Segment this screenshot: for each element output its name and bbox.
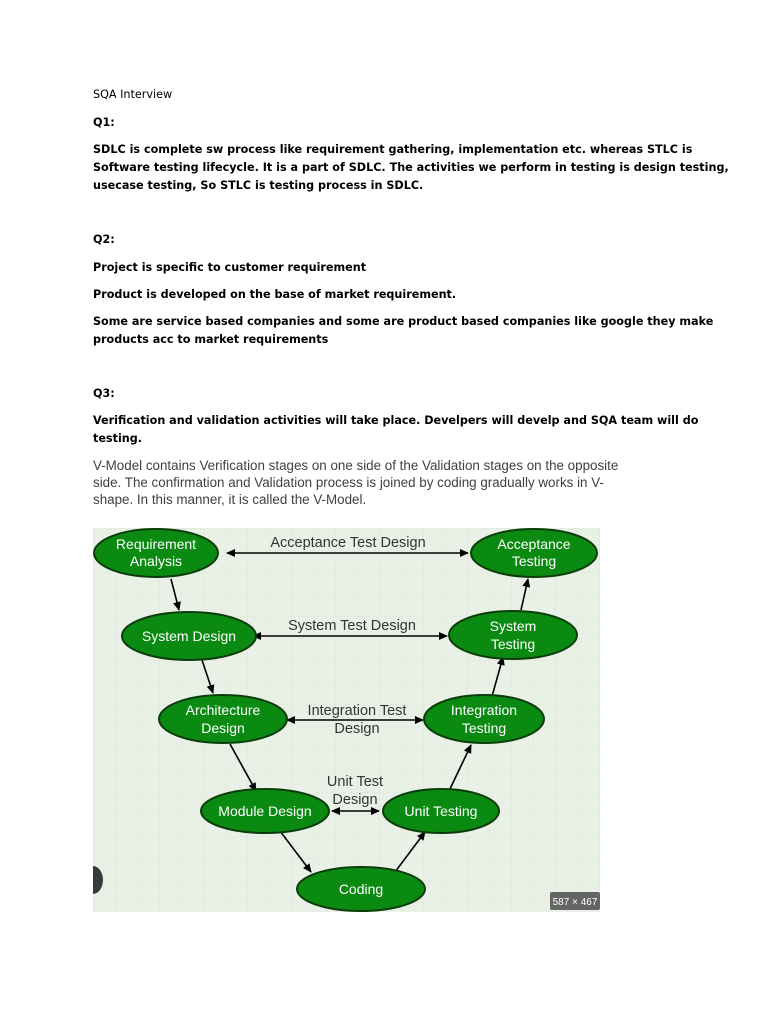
node-system-testing: [449, 611, 577, 659]
node-architecture-design-line-2: Design: [201, 720, 245, 736]
node-requirement-analysis-line-1: Requirement: [115, 536, 197, 552]
node-unit-testing-label: Unit Testing: [404, 803, 478, 819]
node-module-design: [201, 789, 329, 833]
v-model-diagram: [93, 528, 619, 912]
link-label-unit-test-design-line-2: Design: [332, 792, 378, 808]
link-label-unit-test-design-line-1: Unit Test: [326, 774, 384, 790]
node-module-design-label: Module Design: [218, 803, 312, 819]
node-architecture-design-line-1: Architecture: [185, 702, 261, 718]
link-label-system-test-design: System Test Design: [288, 618, 416, 634]
node-system-design-label: System Design: [141, 628, 237, 644]
q1-label: Q1:: [93, 116, 115, 129]
q1-line-2: Software testing lifecycle. It is a part of SDLC. The activities we perform in testing is design testing,: [93, 161, 729, 174]
q1-line-3: usecase testing, So STLC is testing process in SDLC.: [93, 179, 424, 192]
node-unit-testing: [383, 789, 499, 833]
node-acceptance-testing-line-2: Testing: [511, 553, 557, 569]
node-integration-testing-line-2: Testing: [461, 720, 507, 736]
q3-paragraph-1-line-1: Verification and validation activities will take place. Develpers will develp and SQA team will do: [93, 414, 699, 427]
node-system-testing-line-1: System: [489, 618, 537, 634]
image-size-badge: [550, 892, 600, 910]
q3-label: Q3:: [93, 387, 115, 400]
diagram-right-margin: [600, 528, 619, 912]
node-requirement-analysis-line-2: Analysis: [129, 553, 183, 569]
image-size-badge-text: 587 × 467: [552, 897, 598, 908]
link-label-acceptance-test-design: Acceptance Test Design: [270, 535, 426, 551]
q2-paragraph-3-line-1: Some are service based companies and some are product based companies like google they make: [93, 315, 714, 328]
q2-paragraph-1: Project is specific to customer requirement: [93, 261, 367, 274]
node-system-testing-line-2: Testing: [490, 636, 536, 652]
q3-paragraph-2-line-1: V-Model contains Verification stages on one side of the Validation stages on the opposite: [93, 458, 619, 473]
q1-line-1: SDLC is complete sw process like requirement gathering, implementation etc. whereas STLC is: [93, 143, 693, 156]
q2-paragraph-3-line-2: products acc to market requirements: [93, 333, 329, 346]
node-integration-testing-line-1: Integration: [450, 702, 518, 718]
node-integration-testing: [424, 695, 544, 743]
q3-paragraph-1-line-2: testing.: [93, 432, 142, 445]
q2-label: Q2:: [93, 233, 115, 246]
link-label-integration-test-design-line-1: Integration Test: [307, 703, 407, 719]
node-architecture-design: [159, 695, 287, 743]
node-acceptance-testing: [471, 529, 597, 577]
node-coding-label: Coding: [338, 881, 384, 897]
q2-paragraph-2: Product is developed on the base of market requirement.: [93, 288, 457, 301]
doc-title: SQA Interview: [93, 88, 173, 101]
node-coding: [297, 867, 425, 911]
q3-paragraph-2-line-3: shape. In this manner, it is called the V-Model.: [93, 492, 367, 507]
node-system-design: [122, 612, 256, 660]
node-acceptance-testing-line-1: Acceptance: [497, 536, 571, 552]
node-requirement-analysis: [94, 529, 218, 577]
link-label-integration-test-design-line-2: Design: [334, 721, 380, 737]
q3-paragraph-2-line-2: side. The confirmation and Validation process is joined by coding gradually works in V-: [93, 475, 604, 490]
